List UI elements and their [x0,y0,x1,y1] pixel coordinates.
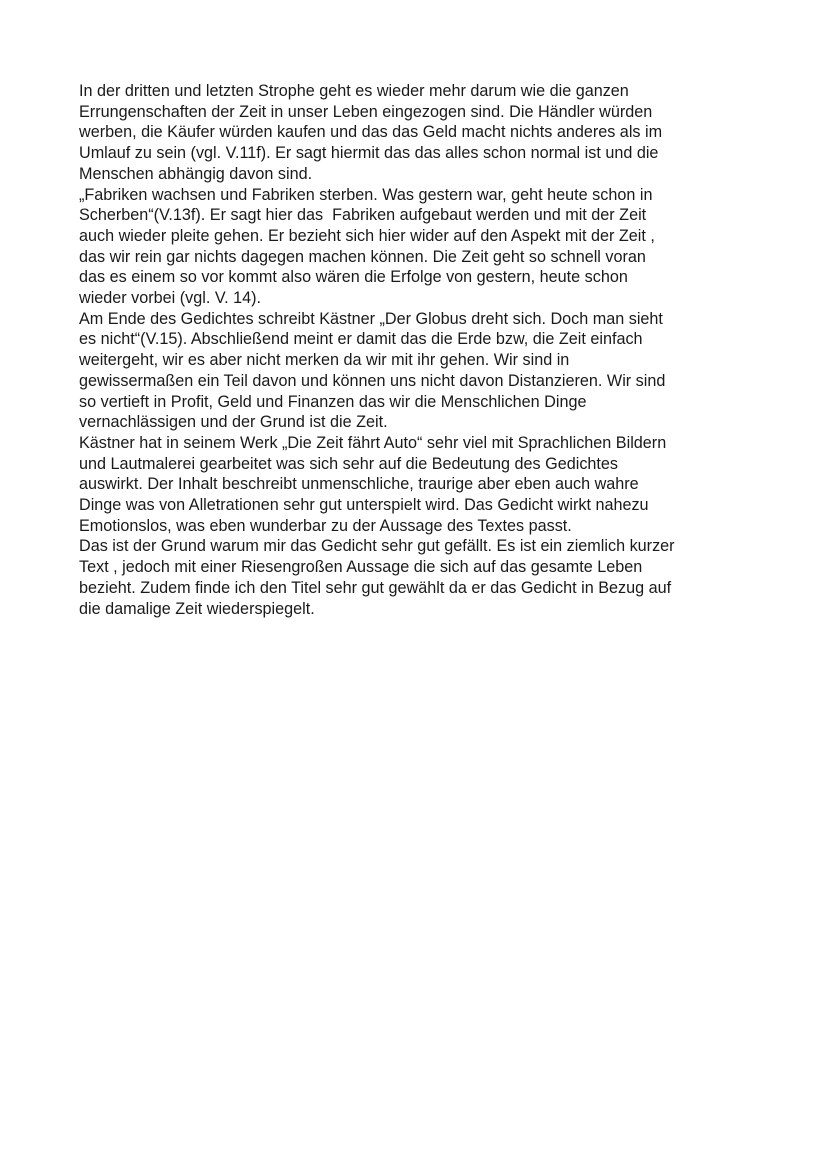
text-line: auch wieder pleite gehen. Er bezieht sich hier wider auf den Aspekt mit der Zeit , [79,226,655,245]
text-line: werben, die Käufer würden kaufen und das das Geld macht nichts anderes als im [79,123,663,142]
text-line: weitergeht, wir es aber nicht merken da wir mit ihr gehen. Wir sind in [79,351,570,370]
text-line: so vertieft in Profit, Geld und Finanzen das wir die Menschlichen Dinge [79,392,587,411]
text-line: das wir rein gar nichts dagegen machen können. Die Zeit geht so schnell voran [79,247,646,266]
text-line: bezieht. Zudem finde ich den Titel sehr gut gewählt da er das Gedicht in Bezug auf [79,578,672,597]
text-line: es nicht“(V.15). Abschließend meint er damit das die Erde bzw, die Zeit einfach [79,330,643,349]
text-line: Dinge was von Alletrationen sehr gut unterspielt wird. Das Gedicht wirkt nahezu [79,496,649,515]
text-line: Am Ende des Gedichtes schreibt Kästner „Der Globus dreht sich. Doch man sieht [79,309,663,328]
text-line: die damalige Zeit wiederspiegelt. [79,599,315,618]
text-line: Errungenschaften der Zeit in unser Leben eingezogen sind. Die Händler würden [79,102,653,121]
essay-text [79,81,769,619]
text-line: das es einem so vor kommt also wären die Erfolge von gestern, heute schon [79,268,628,287]
text-line: Text , jedoch mit einer Riesengroßen Aussage die sich auf das gesamte Leben [79,558,643,577]
text-line: vernachlässigen und der Grund ist die Zeit. [79,413,388,432]
text-line: Scherben“(V.13f). Er sagt hier das Fabriken aufgebaut werden und mit der Zeit [79,206,647,225]
text-line: Umlauf zu sein (vgl. V.11f). Er sagt hiermit das das alles schon normal ist und die [79,144,659,163]
text-line: Das ist der Grund warum mir das Gedicht sehr gut gefällt. Es ist ein ziemlich kurzer [79,537,675,556]
text-line: gewissermaßen ein Teil davon und können uns nicht davon Distanzieren. Wir sind [79,371,666,390]
text-line: Menschen abhängig davon sind. [79,164,313,183]
text-line: In der dritten und letzten Strophe geht es wieder mehr darum wie die ganzen [79,82,629,100]
text-line: Kästner hat in seinem Werk „Die Zeit fährt Auto“ sehr viel mit Sprachlichen Bildern [79,433,667,452]
text-line: „Fabriken wachsen und Fabriken sterben. Was gestern war, geht heute schon in [79,185,653,204]
text-line: und Lautmalerei gearbeitet was sich sehr auf die Bedeutung des Gedichtes [79,454,619,473]
text-line: Emotionslos, was eben wunderbar zu der Aussage des Textes passt. [79,516,572,535]
text-line: auswirkt. Der Inhalt beschreibt unmenschliche, traurige aber eben auch wahre [79,475,639,494]
text-line: wieder vorbei (vgl. V. 14). [79,289,262,308]
